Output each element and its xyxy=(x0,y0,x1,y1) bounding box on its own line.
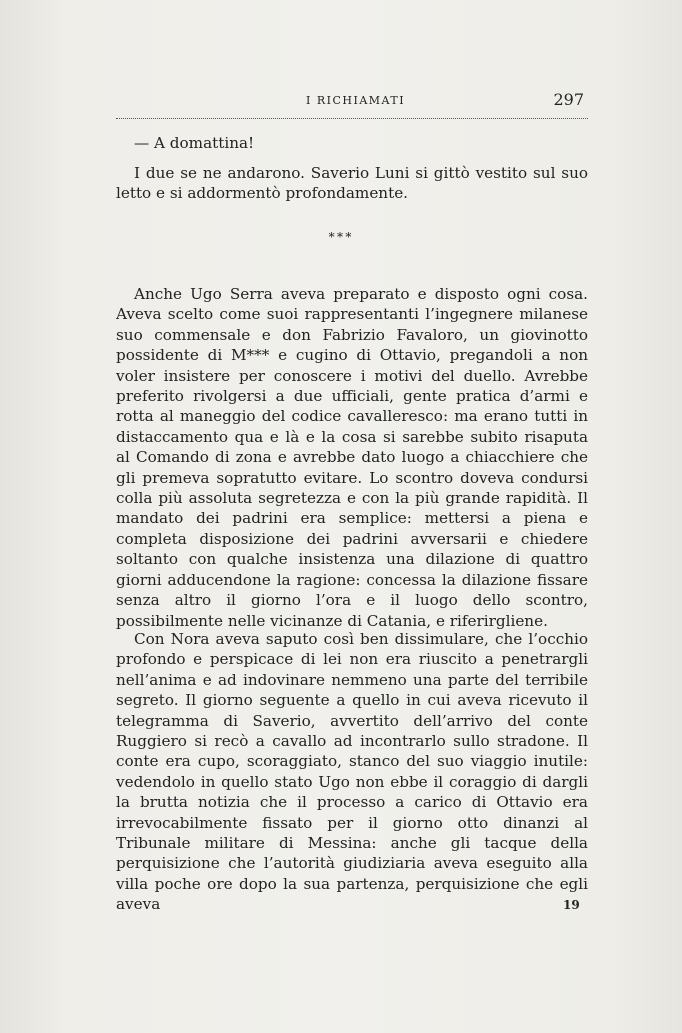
page-number: 297 xyxy=(553,90,584,109)
dialogue-text: — A domattina! xyxy=(134,134,255,152)
paragraph-1: I due se ne andarono. Saverio Luni si gittò vestito sul suo letto e si addormentò profondamente. xyxy=(116,164,588,203)
section-break-asterism xyxy=(320,232,360,242)
running-title: I RICHIAMATI xyxy=(306,94,406,107)
paragraph-2: Anche Ugo Serra aveva preparato e disposto ogni cosa. Aveva scelto come suoi rappresentanti l’ingegnere milanese suo commensale e don Fabrizio Favaloro, un giovinotto possidente di M*** e cugino di Ottavio, pregandoli a non voler insistere per conoscere i motivi del duello. Avrebbe preferito rivolgersi a due ufficiali, gente pratica d’armi e rotta al maneggio del codice cavalleresco: ma erano tutti in distaccamento qua e là e la cosa si sarebbe subito risaputa al Comando di zona e avrebbe dato luogo a chiacchiere che gli premeva sopratutto evitare. Lo scontro doveva condursi colla più assoluta segretezza e con la più grande rapidità. Il mandato dei padrini era semplice: mettersi a piena e completa disposizione dei padrini avversarii e chiedere soltanto con qualche insistenza una dilazione di quattro giorni adducendone la ragione: concessa la dilazione fissare senza altro il giorno l’ora e il luogo dello scontro, possibilmente nelle vicinanze di Catania, e riferirgliene. xyxy=(116,285,588,630)
signature-mark: 19 xyxy=(563,898,580,912)
paragraph-3: Con Nora aveva saputo così ben dissimulare, che l’occhio profondo e perspicace di lei non era riuscito a penetrargli nell’anima e ad indovinare nemmeno una parte del terribile segreto. Il giorno seguente a quello in cui aveva ricevuto il telegramma di Saverio, avvertito dell’arrivo del conte Ruggiero si recò a cavallo ad incontrarlo sullo stradone. Il conte era cupo, scoraggiato, stanco del suo viaggio inutile: vedendolo in quello stato Ugo non ebbe il coraggio di dargli la brutta notizia che il processo a carico di Ottavio era irrevocabilmente fissato per il giorno otto dinanzi al Tribunale militare di Messina: anche gli tacque della perquisizione che l’autorità giudiziaria aveva eseguito alla villa poche ore dopo la sua partenza, perquisizione che egli aveva xyxy=(116,630,588,914)
page-header xyxy=(116,88,588,119)
dialogue-line xyxy=(116,133,588,153)
asterism-text: * * * xyxy=(328,230,352,244)
